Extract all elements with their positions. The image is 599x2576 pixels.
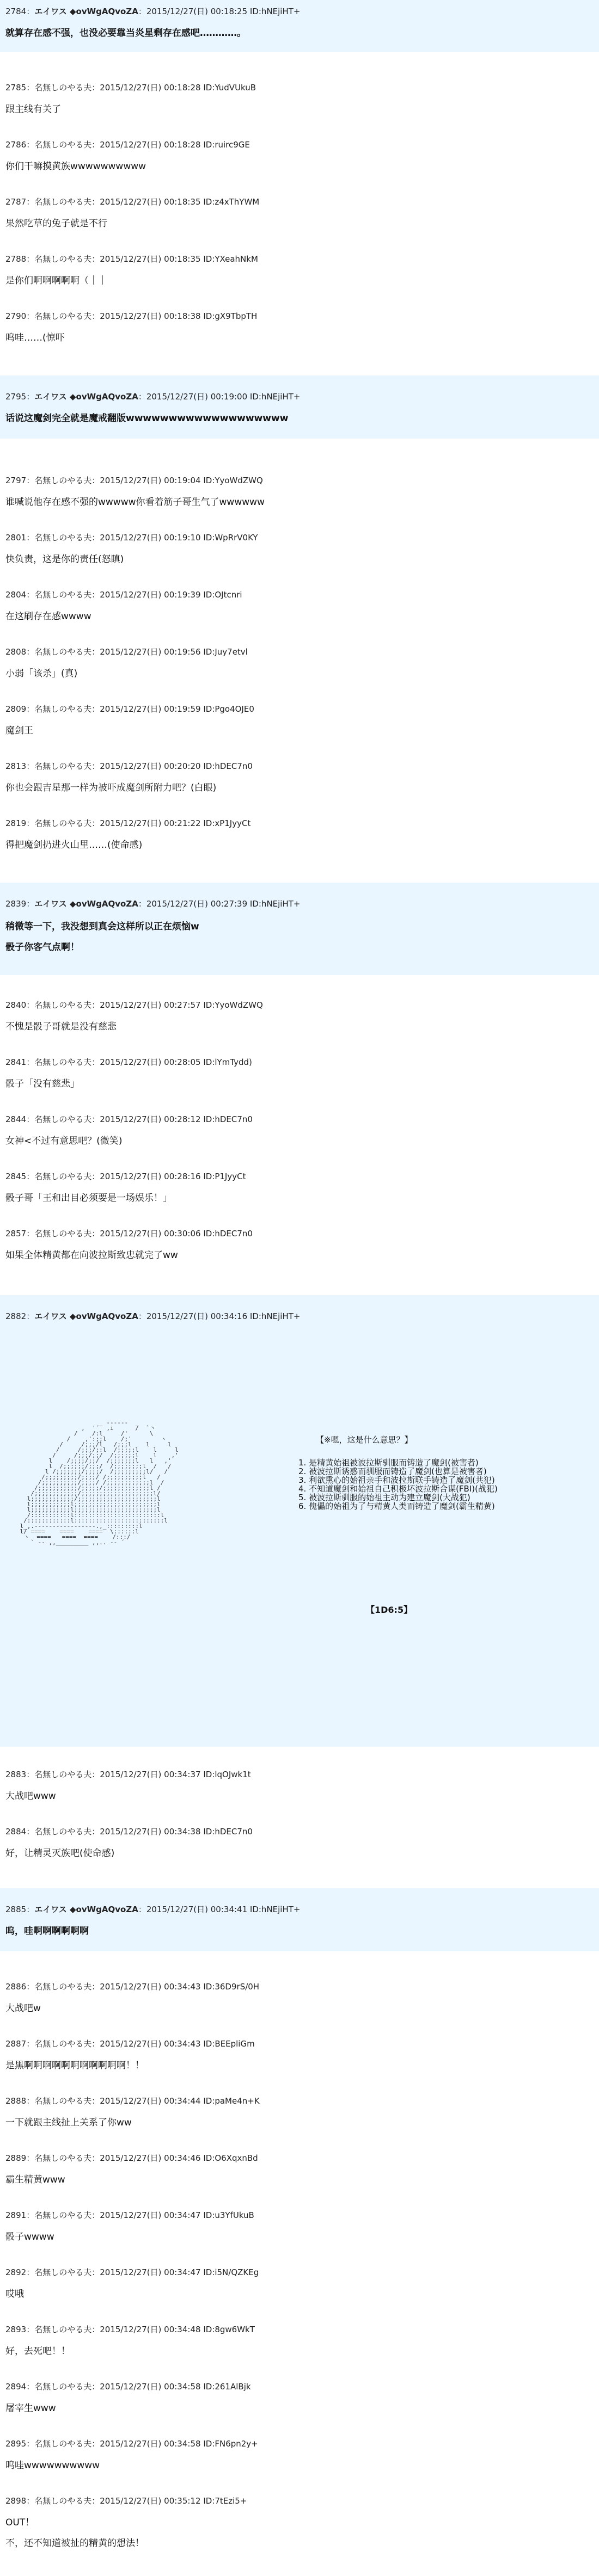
post-date: 2015/12/27(日) 00:18:38 bbox=[100, 311, 201, 321]
poster-name: 名無しのやる夫 bbox=[34, 1172, 92, 1181]
post-date: 2015/12/27(日) 00:19:39 bbox=[100, 590, 201, 600]
post-body: 哎哦 bbox=[5, 2289, 24, 2300]
poster-id[interactable]: ID:hNEjiHT+ bbox=[249, 392, 301, 402]
post-body: 谁喊说他存在感不强的wwwww你看着筋子哥生气了wwwwww bbox=[5, 497, 265, 508]
post-number[interactable]: 2795 bbox=[5, 392, 27, 402]
post-body: 不愧是骰子哥就是没有慈悲 bbox=[5, 1021, 117, 1032]
post-body: 是黑啊啊啊啊啊啊啊啊啊啊啊！！ bbox=[5, 2060, 144, 2071]
poster-name: 名無しのやる夫 bbox=[34, 2153, 92, 2163]
post bbox=[0, 2147, 599, 2190]
post-header: 2892：名無しのやる夫：2015/12/27(日) 00:34:47 ID:i5N/QZKEg bbox=[5, 2267, 259, 2277]
post-header: 2844：名無しのやる夫：2015/12/27(日) 00:28:12 ID:hDEC7n0 bbox=[5, 1114, 253, 1124]
post bbox=[0, 526, 599, 570]
post-number[interactable]: 2784 bbox=[5, 7, 27, 16]
post-date: 2015/12/27(日) 00:28:16 bbox=[100, 1172, 201, 1181]
post-body: 得把魔剑扔进火山里……(使命感) bbox=[5, 840, 143, 851]
post-body: 大战吧www bbox=[5, 1791, 56, 1802]
poster-name: エイワス ◆ovWgAQvoZA bbox=[34, 1905, 138, 1914]
post-number[interactable]: 2898 bbox=[5, 2496, 27, 2506]
post-number[interactable]: 2891 bbox=[5, 2210, 27, 2220]
post bbox=[0, 1165, 599, 1209]
post-body: 呜，哇啊啊啊啊啊啊 bbox=[5, 1926, 89, 1937]
post-op bbox=[0, 1295, 599, 1747]
poster-name: 名無しのやる夫 bbox=[34, 83, 92, 93]
post-body: 快负责，这是你的责任(怒瞋) bbox=[5, 554, 124, 565]
poster-name: 名無しのやる夫 bbox=[34, 2267, 92, 2277]
poster-name: 名無しのやる夫 bbox=[34, 704, 92, 714]
post-header: 2813：名無しのやる夫：2015/12/27(日) 00:20:20 ID:hDEC7n0 bbox=[5, 761, 253, 771]
post-date: 2015/12/27(日) 00:35:12 bbox=[100, 2496, 201, 2506]
poster-id[interactable]: ID:8gw6WkT bbox=[203, 2325, 255, 2334]
post-body: 你也会跟吉星那一样为被吓成魔剑所附力吧？(白眼) bbox=[5, 782, 217, 793]
post-date: 2015/12/27(日) 00:34:16 bbox=[146, 1311, 248, 1321]
post bbox=[0, 1051, 599, 1094]
post-date: 2015/12/27(日) 00:18:25 bbox=[146, 7, 248, 16]
post-body: 话说这魔剑完全就是魔戒翻版wwwwwwwwwwwwwwwwwww bbox=[5, 413, 289, 424]
post-date: 2015/12/27(日) 00:18:28 bbox=[100, 83, 201, 93]
post-header: 2887：名無しのやる夫：2015/12/27(日) 00:34:43 ID:BEEpliGm bbox=[5, 2039, 255, 2049]
post-date: 2015/12/27(日) 00:18:28 bbox=[100, 140, 201, 150]
post-date: 2015/12/27(日) 00:28:05 bbox=[100, 1057, 201, 1067]
poster-id[interactable]: ID:P1JyyCt bbox=[203, 1172, 246, 1181]
post-header: 2786：名無しのやる夫：2015/12/27(日) 00:18:28 ID:ruirc9GE bbox=[5, 140, 250, 150]
poster-id[interactable]: ID:xP1JyyCt bbox=[203, 818, 251, 828]
post-body: 如果全体精黄都在向波拉斯致忠就完了ww bbox=[5, 1250, 178, 1261]
poster-id[interactable]: ID:BEEpliGm bbox=[203, 2039, 255, 2049]
post bbox=[0, 190, 599, 234]
post bbox=[0, 755, 599, 798]
post-header: 2893：名無しのやる夫：2015/12/27(日) 00:34:48 ID:8gw6WkT bbox=[5, 2325, 255, 2334]
post-date: 2015/12/27(日) 00:34:44 bbox=[100, 2096, 201, 2106]
post bbox=[0, 2375, 599, 2419]
post bbox=[0, 1108, 599, 1151]
post-date: 2015/12/27(日) 00:19:10 bbox=[100, 533, 201, 543]
post-body: 在这刷存在感wwww bbox=[5, 611, 91, 622]
post-number[interactable]: 2788 bbox=[5, 254, 27, 264]
poster-id[interactable]: ID:hNEjiHT+ bbox=[249, 1311, 301, 1321]
post bbox=[0, 2432, 599, 2476]
post-number[interactable]: 2884 bbox=[5, 1827, 27, 1837]
post-date: 2015/12/27(日) 00:34:47 bbox=[100, 2210, 201, 2220]
post-op bbox=[0, 883, 599, 975]
poster-name: 名無しのやる夫 bbox=[34, 2096, 92, 2106]
post-number[interactable]: 2790 bbox=[5, 311, 27, 321]
poll-option: 6. 傀儡的始祖为了与精黄人类而铸造了魔剑(霸生精黄) bbox=[298, 1501, 495, 1511]
post-number[interactable]: 2785 bbox=[5, 83, 27, 93]
poster-name: 名無しのやる夫 bbox=[34, 2439, 92, 2449]
post-body: 骰子wwww bbox=[5, 2232, 54, 2242]
post-body: 骰子「没有慈悲」 bbox=[5, 1079, 80, 1089]
post-body: 果然吃草的兔子就是不行 bbox=[5, 218, 107, 229]
post-date: 2015/12/27(日) 00:19:04 bbox=[100, 476, 201, 485]
poll-options bbox=[298, 1458, 592, 1511]
poster-name: 名無しのやる夫 bbox=[34, 1114, 92, 1124]
post-number[interactable]: 2857 bbox=[5, 1229, 27, 1238]
poster-name: 名無しのやる夫 bbox=[34, 2325, 92, 2334]
poster-id[interactable]: ID:YXeahNkM bbox=[203, 254, 258, 264]
post-number[interactable]: 2809 bbox=[5, 704, 27, 714]
post bbox=[0, 2090, 599, 2133]
post-date: 2015/12/27(日) 00:18:35 bbox=[100, 254, 201, 264]
post-body: 你们干嘛摸黄族wwwwwwwwww bbox=[5, 161, 146, 172]
poster-id[interactable]: ID:lqOJwk1t bbox=[203, 1770, 251, 1779]
post-date: 2015/12/27(日) 00:19:00 bbox=[146, 392, 248, 402]
post-op bbox=[0, 1888, 599, 1951]
post-header: 2804：名無しのやる夫：2015/12/27(日) 00:19:39 ID:OJtcnri bbox=[5, 590, 242, 600]
post-number[interactable]: 2797 bbox=[5, 476, 27, 485]
post-op bbox=[0, 375, 599, 439]
poster-id[interactable]: ID:OJtcnri bbox=[203, 590, 242, 600]
poster-id[interactable]: ID:O6XqxnBd bbox=[203, 2153, 258, 2163]
post-header: 2784：エイワス ◆ovWgAQvoZA：2015/12/27(日) 00:18:25 ID:hNEjiHT+ bbox=[5, 7, 301, 16]
post bbox=[0, 698, 599, 741]
post-date: 2015/12/27(日) 00:27:57 bbox=[100, 1000, 201, 1010]
post-number[interactable]: 2845 bbox=[5, 1172, 27, 1181]
post bbox=[0, 1763, 599, 1807]
post-body: 好，去死吧！！ bbox=[5, 2346, 70, 2357]
poster-id[interactable]: ID:ruirc9GE bbox=[203, 140, 250, 150]
post-number[interactable]: 2819 bbox=[5, 818, 27, 828]
post-number[interactable]: 2808 bbox=[5, 647, 27, 657]
post-date: 2015/12/27(日) 00:34:48 bbox=[100, 2325, 201, 2334]
post-number[interactable]: 2839 bbox=[5, 899, 27, 909]
poster-name: 名無しのやる夫 bbox=[34, 476, 92, 485]
post-number[interactable]: 2840 bbox=[5, 1000, 27, 1010]
poll-option: 4. 不知道魔剑和始祖自己积极坏波拉斯合谋(FBI)(战犯) bbox=[298, 1484, 498, 1494]
post-number[interactable]: 2895 bbox=[5, 2439, 27, 2449]
poster-name: 名無しのやる夫 bbox=[34, 140, 92, 150]
post-header: 2808：名無しのやる夫：2015/12/27(日) 00:19:56 ID:Juy7etvl bbox=[5, 647, 248, 657]
post bbox=[0, 812, 599, 855]
post-body: 一下就跟主线扯上关系了你ww bbox=[5, 2117, 132, 2128]
post bbox=[0, 248, 599, 291]
post-header: 2840：名無しのやる夫：2015/12/27(日) 00:27:57 ID:YyoWdZWQ bbox=[5, 1000, 263, 1010]
post bbox=[0, 2489, 599, 2560]
post-header: 2845：名無しのやる夫：2015/12/27(日) 00:28:16 ID:P1JyyCt bbox=[5, 1172, 246, 1181]
post-body: 霸生精黄www bbox=[5, 2174, 65, 2185]
post-header: 2883：名無しのやる夫：2015/12/27(日) 00:34:37 ID:lqOJwk1t bbox=[5, 1770, 251, 1779]
poll-option: 1. 是精黄始祖被波拉斯驯服而铸造了魔剑(被害者) bbox=[298, 1458, 479, 1468]
poster-id[interactable]: ID:i5N/QZKEg bbox=[203, 2267, 259, 2277]
poster-id[interactable]: ID:hDEC7n0 bbox=[203, 1827, 253, 1837]
poster-id[interactable]: ID:hDEC7n0 bbox=[203, 1114, 253, 1124]
post-number[interactable]: 2804 bbox=[5, 590, 27, 600]
dice-result: 【1D6:5】 bbox=[366, 1605, 413, 1615]
post-header: 2894：名無しのやる夫：2015/12/27(日) 00:34:58 ID:261AlBjk bbox=[5, 2382, 251, 2392]
post-header: 2788：名無しのやる夫：2015/12/27(日) 00:18:35 ID:YXeahNkM bbox=[5, 254, 258, 264]
poster-name: 名無しのやる夫 bbox=[34, 818, 92, 828]
poster-name: 名無しのやる夫 bbox=[34, 1057, 92, 1067]
poster-name: 名無しのやる夫 bbox=[34, 2496, 92, 2506]
post-header: 2801：名無しのやる夫：2015/12/27(日) 00:19:10 ID:WpRrV0KY bbox=[5, 533, 258, 543]
poll-question: 【※嗯，这是什么意思？】 bbox=[316, 1435, 413, 1445]
post-number[interactable]: 2894 bbox=[5, 2382, 27, 2392]
post-body: 女神<不过有意思吧？(微笑) bbox=[5, 1136, 123, 1147]
post-number[interactable]: 2801 bbox=[5, 533, 27, 543]
post bbox=[0, 1222, 599, 1266]
post-number[interactable]: 2786 bbox=[5, 140, 27, 150]
post-header: 2885：エイワス ◆ovWgAQvoZA：2015/12/27(日) 00:34:41 ID:hNEjiHT+ bbox=[5, 1905, 301, 1914]
post bbox=[0, 2204, 599, 2247]
post-date: 2015/12/27(日) 00:28:12 bbox=[100, 1114, 201, 1124]
post-date: 2015/12/27(日) 00:34:46 bbox=[100, 2153, 201, 2163]
poster-id[interactable]: ID:FN6pn2y+ bbox=[203, 2439, 258, 2449]
post bbox=[0, 2261, 599, 2304]
post-date: 2015/12/27(日) 00:34:58 bbox=[100, 2439, 201, 2449]
post-date: 2015/12/27(日) 00:20:20 bbox=[100, 761, 201, 771]
poster-id[interactable]: ID:hNEjiHT+ bbox=[249, 1905, 301, 1914]
poster-id[interactable]: ID:hDEC7n0 bbox=[203, 761, 253, 771]
post-header: 2809：名無しのやる夫：2015/12/27(日) 00:19:59 ID:Pgo4OJE0 bbox=[5, 704, 254, 714]
post-number[interactable]: 2885 bbox=[5, 1905, 27, 1914]
poster-name: 名無しのやる夫 bbox=[34, 197, 92, 207]
post-date: 2015/12/27(日) 00:34:37 bbox=[100, 1770, 201, 1779]
post-header: 2886：名無しのやる夫：2015/12/27(日) 00:34:43 ID:36D9rS/0H bbox=[5, 1982, 260, 1992]
poster-name: エイワス ◆ovWgAQvoZA bbox=[34, 1311, 138, 1321]
post-number[interactable]: 2886 bbox=[5, 1982, 27, 1992]
post-date: 2015/12/27(日) 00:34:43 bbox=[100, 1982, 201, 1992]
poster-name: エイワス ◆ovWgAQvoZA bbox=[34, 899, 138, 909]
post bbox=[0, 133, 599, 177]
poster-name: 名無しのやる夫 bbox=[34, 761, 92, 771]
post-number[interactable]: 2887 bbox=[5, 2039, 27, 2049]
post-date: 2015/12/27(日) 00:30:06 bbox=[100, 1229, 201, 1238]
poster-name: 名無しのやる夫 bbox=[34, 590, 92, 600]
poster-id[interactable]: ID:u3YfUkuB bbox=[203, 2210, 254, 2220]
poster-name: 名無しのやる夫 bbox=[34, 647, 92, 657]
post-header: 2797：名無しのやる夫：2015/12/27(日) 00:19:04 ID:YyoWdZWQ bbox=[5, 476, 263, 485]
post-body: 呜哇……(惊吓 bbox=[5, 332, 65, 343]
poster-id[interactable]: ID:hNEjiHT+ bbox=[249, 899, 301, 909]
poster-name: 名無しのやる夫 bbox=[34, 1827, 92, 1837]
post-header: 2888：名無しのやる夫：2015/12/27(日) 00:34:44 ID:paMe4n+K bbox=[5, 2096, 260, 2106]
poster-id[interactable]: ID:z4xThYWM bbox=[203, 197, 260, 207]
poster-id[interactable]: ID:36D9rS/0H bbox=[203, 1982, 260, 1992]
post bbox=[0, 1820, 599, 1864]
poster-id[interactable]: ID:Pgo4OJE0 bbox=[203, 704, 254, 714]
post-number[interactable]: 2844 bbox=[5, 1114, 27, 1124]
poll-option: 3. 利欲熏心的始祖亲手和波拉斯联手铸造了魔剑(共犯) bbox=[298, 1475, 495, 1485]
ascii-art: _ -‐‐‐‐- _ , '´ ,i / `丶 / /:l /' \ / ,':;;l /;' ヽ / /;;;/l /;;;l l l / /;;;/;:l /;;;;;l l l / /;;;/;;/ /;;;;;;l l ,' l /;;;;/;;/ /;;;;;;;l l ,' l /;;;;;;/;;;/ /;;;;;;;;l / / l /;;;;;;;/;;;;/ /;;;;;;;;;l/ / /;;;;;;;;;/;;;;/ /;;;;;;;;;;l / /;;;;;;;;;;/;;;;/ /;;;;;;;;;;;;l / /;;;;;;;;;;;/;;;;;/;;;;;;;;;;;;;l / /;;;;;;;;;;;;/;;;;;;;;;;;;;;;;;;;;l/ l;;;;;;;;;;;;/;;;;;;;;;;;;;;;;;;;;;;l l;;;;;;;;;;;l;;;;;;;;;;;;;;;;;;;;;;;l l;;;;;;;;;;;l;;;;;;;;;;;;;;;;;;;;;;;l /:::::::::::l::::::::::::::::::::::::l /::::::::::::l:::::::::::::::::::::::::l l_,.-‐‐‐‐‐‐‐‐‐‐‐‐‐‐‐-.,_:::::::::l l/ ==== ==== ==== \::::::l ヽ ==== ==== ==== /:::/ ` ‐- ,,_________ ,,.. -‐ ´ bbox=[20, 1419, 179, 1546]
post-number[interactable]: 2888 bbox=[5, 2096, 27, 2106]
post-header: 2787：名無しのやる夫：2015/12/27(日) 00:18:35 ID:z4xThYWM bbox=[5, 197, 260, 207]
post-header: 2790：名無しのやる夫：2015/12/27(日) 00:18:38 ID:gX9TbpTH bbox=[5, 311, 258, 321]
post-number[interactable]: 2882 bbox=[5, 1311, 27, 1321]
poster-id[interactable]: ID:lYmTydd) bbox=[203, 1057, 252, 1067]
post-body: 呜哇wwwwwwwwww bbox=[5, 2460, 100, 2471]
poster-id[interactable]: ID:hDEC7n0 bbox=[203, 1229, 253, 1238]
post-body: 骰子哥「王和出目必须要是一场娱乐！」 bbox=[5, 1193, 172, 1204]
post-header: 2795：エイワス ◆ovWgAQvoZA：2015/12/27(日) 00:19:00 ID:hNEjiHT+ bbox=[5, 392, 301, 402]
poll-option: 5. 被波拉斯驯服的始祖主动为建立魔剑(大战犯) bbox=[298, 1493, 470, 1502]
post-number[interactable]: 2813 bbox=[5, 761, 27, 771]
post-number[interactable]: 2787 bbox=[5, 197, 27, 207]
post bbox=[0, 583, 599, 627]
post-body: 小弱「该杀」(真) bbox=[5, 668, 78, 679]
poster-name: 名無しのやる夫 bbox=[34, 1229, 92, 1238]
post-header: 2857：名無しのやる夫：2015/12/27(日) 00:30:06 ID:hDEC7n0 bbox=[5, 1229, 253, 1238]
poster-name: 名無しのやる夫 bbox=[34, 1000, 92, 1010]
poster-name: 名無しのやる夫 bbox=[34, 2210, 92, 2220]
poster-name: 名無しのやる夫 bbox=[34, 1982, 92, 1992]
poster-id[interactable]: ID:YyoWdZWQ bbox=[203, 476, 263, 485]
post-header: 2898：名無しのやる夫：2015/12/27(日) 00:35:12 ID:7tEzi5+ bbox=[5, 2496, 247, 2506]
post bbox=[0, 76, 599, 120]
post-header: 2839：エイワス ◆ovWgAQvoZA：2015/12/27(日) 00:27:39 ID:hNEjiHT+ bbox=[5, 899, 301, 909]
poster-id[interactable]: ID:hNEjiHT+ bbox=[249, 7, 301, 16]
post-header: 2882：エイワス ◆ovWgAQvoZA：2015/12/27(日) 00:34:16 ID:hNEjiHT+ bbox=[5, 1311, 301, 1321]
post-date: 2015/12/27(日) 00:34:43 bbox=[100, 2039, 201, 2049]
poster-id[interactable]: ID:261AlBjk bbox=[203, 2382, 251, 2392]
poster-name: 名無しのやる夫 bbox=[34, 1770, 92, 1779]
poster-name: 名無しのやる夫 bbox=[34, 533, 92, 543]
poster-name: 名無しのやる夫 bbox=[34, 311, 92, 321]
poster-name: エイワス ◆ovWgAQvoZA bbox=[34, 392, 138, 402]
poster-id[interactable]: ID:Juy7etvl bbox=[203, 647, 248, 657]
post-header: 2889：名無しのやる夫：2015/12/27(日) 00:34:46 ID:O6XqxnBd bbox=[5, 2153, 258, 2163]
poster-id[interactable]: ID:gX9TbpTH bbox=[203, 311, 258, 321]
post-header: 2884：名無しのやる夫：2015/12/27(日) 00:34:38 ID:hDEC7n0 bbox=[5, 1827, 253, 1837]
post-body: 稍微等一下，我没想到真会这样所以正在烦恼w 骰子你客气点啊！ bbox=[5, 921, 199, 953]
poster-id[interactable]: ID:YyoWdZWQ bbox=[203, 1000, 263, 1010]
post-date: 2015/12/27(日) 00:18:35 bbox=[100, 197, 201, 207]
post-op bbox=[0, 0, 599, 52]
post-date: 2015/12/27(日) 00:34:38 bbox=[100, 1827, 201, 1837]
ascii-art-container bbox=[0, 1355, 305, 1736]
post-date: 2015/12/27(日) 00:21:22 bbox=[100, 818, 201, 828]
post bbox=[0, 994, 599, 1037]
post-body: 大战吧w bbox=[5, 2003, 41, 2014]
post-header: 2819：名無しのやる夫：2015/12/27(日) 00:21:22 ID:xP1JyyCt bbox=[5, 818, 251, 828]
post-date: 2015/12/27(日) 00:19:59 bbox=[100, 704, 201, 714]
poster-name: 名無しのやる夫 bbox=[34, 2039, 92, 2049]
post bbox=[0, 469, 599, 513]
post-body: 就算存在感不强，也没必要靠当炎星剩存在感吧…………。 bbox=[5, 28, 246, 39]
poster-id[interactable]: ID:WpRrV0KY bbox=[203, 533, 258, 543]
post bbox=[0, 2318, 599, 2362]
post-number[interactable]: 2841 bbox=[5, 1057, 27, 1067]
post bbox=[0, 1975, 599, 2019]
post-number[interactable]: 2883 bbox=[5, 1770, 27, 1779]
post bbox=[0, 305, 599, 348]
poster-name: 名無しのやる夫 bbox=[34, 2382, 92, 2392]
post-header: 2841：名無しのやる夫：2015/12/27(日) 00:28:05 ID:lYmTydd) bbox=[5, 1057, 252, 1067]
poll-option: 2. 被波拉斯诱惑而驯服而铸造了魔剑(也算是被害者) bbox=[298, 1466, 487, 1476]
post-number[interactable]: 2889 bbox=[5, 2153, 27, 2163]
post-body: 是你们啊啊啊啊啊（｜｜ bbox=[5, 275, 107, 286]
poster-id[interactable]: ID:YudVUkuB bbox=[203, 83, 256, 93]
post-date: 2015/12/27(日) 00:27:39 bbox=[146, 899, 248, 909]
post-header: 2895：名無しのやる夫：2015/12/27(日) 00:34:58 ID:FN6pn2y+ bbox=[5, 2439, 258, 2449]
post-number[interactable]: 2892 bbox=[5, 2267, 27, 2277]
post-date: 2015/12/27(日) 00:34:58 bbox=[100, 2382, 201, 2392]
post-date: 2015/12/27(日) 00:19:56 bbox=[100, 647, 201, 657]
poster-id[interactable]: ID:paMe4n+K bbox=[203, 2096, 260, 2106]
post-date: 2015/12/27(日) 00:34:41 bbox=[146, 1905, 248, 1914]
post-date: 2015/12/27(日) 00:34:47 bbox=[100, 2267, 201, 2277]
post-header: 2891：名無しのやる夫：2015/12/27(日) 00:34:47 ID:u3YfUkuB bbox=[5, 2210, 254, 2220]
post-body: OUT！ 不，还不知道被扯的精黄的想法！ bbox=[5, 2517, 144, 2549]
poster-name: 名無しのやる夫 bbox=[34, 254, 92, 264]
post-body: 好，让精灵灭族吧(使命感) bbox=[5, 1848, 115, 1859]
post-body: 魔剑王 bbox=[5, 725, 33, 736]
post-body: 屠宰生www bbox=[5, 2403, 56, 2414]
post-number[interactable]: 2893 bbox=[5, 2325, 27, 2334]
poster-id[interactable]: ID:7tEzi5+ bbox=[203, 2496, 247, 2506]
post bbox=[0, 2032, 599, 2076]
poster-name: エイワス ◆ovWgAQvoZA bbox=[34, 7, 138, 16]
post-header: 2785：名無しのやる夫：2015/12/27(日) 00:18:28 ID:YudVUkuB bbox=[5, 83, 256, 93]
post bbox=[0, 640, 599, 684]
post-body: 跟主线有关了 bbox=[5, 104, 61, 115]
